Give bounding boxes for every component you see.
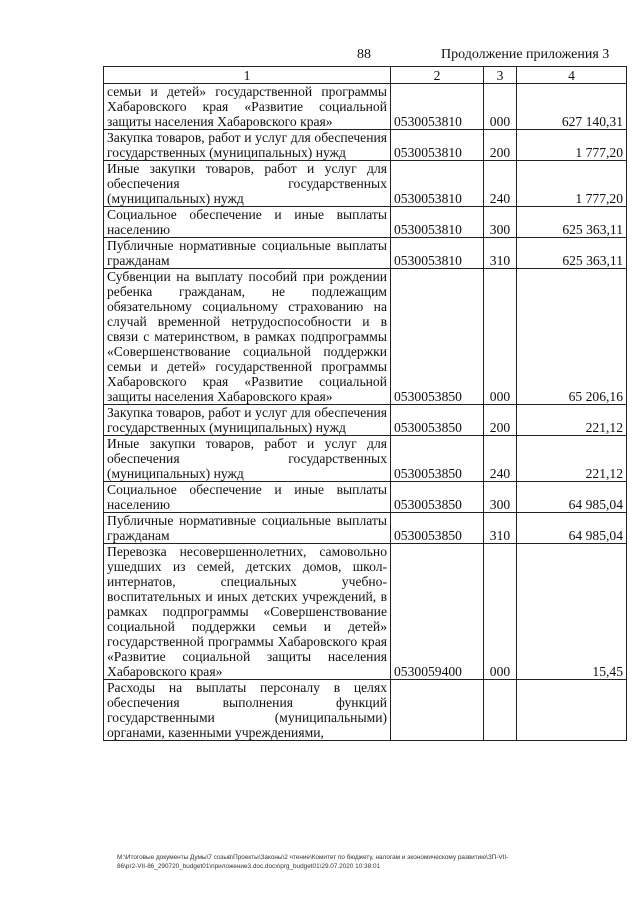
expense-name: Иные закупки товаров, работ и услуг для обеспечения государственных (муниципальных) нужд <box>104 161 391 207</box>
expense-name: Социальное обеспечение и иные выплаты населению <box>104 207 391 238</box>
amount: 221,12 <box>517 405 627 436</box>
column-header: 1 <box>104 67 391 84</box>
amount: 64 985,04 <box>517 482 627 513</box>
amount: 625 363,11 <box>517 238 627 269</box>
table-row <box>104 544 627 680</box>
expense-type: 240 <box>484 436 517 482</box>
target-code: 0530053850 <box>391 436 484 482</box>
amount <box>517 680 627 741</box>
expense-name: Публичные нормативные социальные выплаты гражданам <box>104 513 391 544</box>
table-row <box>104 482 627 513</box>
expense-type: 000 <box>484 84 517 130</box>
table-row <box>104 405 627 436</box>
amount: 65 206,16 <box>517 269 627 405</box>
table-row <box>104 680 627 741</box>
amount: 625 363,11 <box>517 207 627 238</box>
expense-type <box>484 680 517 741</box>
column-header: 2 <box>391 67 484 84</box>
expense-name: Закупка товаров, работ и услуг для обеспечения государственных (муниципальных) нужд <box>104 405 391 436</box>
budget-table <box>103 66 627 741</box>
continuation-label: Продолжение приложения 3 <box>441 47 610 62</box>
target-code: 0530053810 <box>391 130 484 161</box>
table-row <box>104 161 627 207</box>
target-code: 0530053850 <box>391 482 484 513</box>
table-row <box>104 207 627 238</box>
target-code: 0530053810 <box>391 84 484 130</box>
expense-type: 200 <box>484 405 517 436</box>
table-row <box>104 84 627 130</box>
table-header-row <box>104 67 627 84</box>
target-code: 0530053850 <box>391 513 484 544</box>
expense-name: Публичные нормативные социальные выплаты гражданам <box>104 238 391 269</box>
amount: 64 985,04 <box>517 513 627 544</box>
expense-name: Перевозка несовершеннолетних, самовольно ушедших из семей, детских домов, школ-интернатов, специальных учебно-воспитательных и иных детских учреждений, в рамках подпрограммы «Совершенствование социальной поддержки семьи и детей» государственной программы Хабаровского края «Развитие социальной защиты населения Хабаровского края» <box>104 544 391 680</box>
column-header: 3 <box>484 67 517 84</box>
expense-type: 310 <box>484 238 517 269</box>
table-row <box>104 269 627 405</box>
target-code: 0530059400 <box>391 544 484 680</box>
expense-name: Расходы на выплаты персоналу в целях обеспечения выполнения функций государственными (муниципальными) органами, казенными учреждениями, <box>104 680 391 741</box>
expense-name: Социальное обеспечение и иные выплаты населению <box>104 482 391 513</box>
target-code: 0530053850 <box>391 269 484 405</box>
amount: 1 777,20 <box>517 130 627 161</box>
expense-type: 000 <box>484 269 517 405</box>
target-code: 0530053850 <box>391 405 484 436</box>
expense-type: 200 <box>484 130 517 161</box>
expense-name: семьи и детей» государственной программы Хабаровского края «Развитие социальной защиты населения Хабаровского края» <box>104 84 391 130</box>
page-number: 88 <box>357 47 371 62</box>
expense-type: 240 <box>484 161 517 207</box>
file-path-footer: M:\Итоговые документы Думы\7 созыв\Проекты\Законы\2 чтение\Комитет по бюджету, налогам и экономическому развитию\ЗП-VII-86\pr2-VII-86_290720_budget01\приложение3.doc.docx\prg_budget01\29.07.2020 10:38:01 <box>117 854 509 870</box>
table-row <box>104 238 627 269</box>
amount: 15,45 <box>517 544 627 680</box>
expense-type: 310 <box>484 513 517 544</box>
table-row <box>104 513 627 544</box>
expense-name: Иные закупки товаров, работ и услуг для обеспечения государственных (муниципальных) нужд <box>104 436 391 482</box>
target-code: 0530053810 <box>391 161 484 207</box>
expense-type: 300 <box>484 482 517 513</box>
amount: 221,12 <box>517 436 627 482</box>
target-code: 0530053810 <box>391 207 484 238</box>
expense-name: Закупка товаров, работ и услуг для обеспечения государственных (муниципальных) нужд <box>104 130 391 161</box>
column-header: 4 <box>517 67 627 84</box>
table-row <box>104 130 627 161</box>
expense-type: 300 <box>484 207 517 238</box>
table-row <box>104 436 627 482</box>
target-code <box>391 680 484 741</box>
expense-name: Субвенции на выплату пособий при рождении ребенка гражданам, не подлежащим обязательному социальному страхованию на случай временной нетрудоспособности и в связи с материнством, в рамках подпрограммы «Совершенствование социальной поддержки семьи и детей» государственной программы Хабаровского края «Развитие социальной защиты населения Хабаровского края» <box>104 269 391 405</box>
amount: 1 777,20 <box>517 161 627 207</box>
expense-type: 000 <box>484 544 517 680</box>
target-code: 0530053810 <box>391 238 484 269</box>
amount: 627 140,31 <box>517 84 627 130</box>
